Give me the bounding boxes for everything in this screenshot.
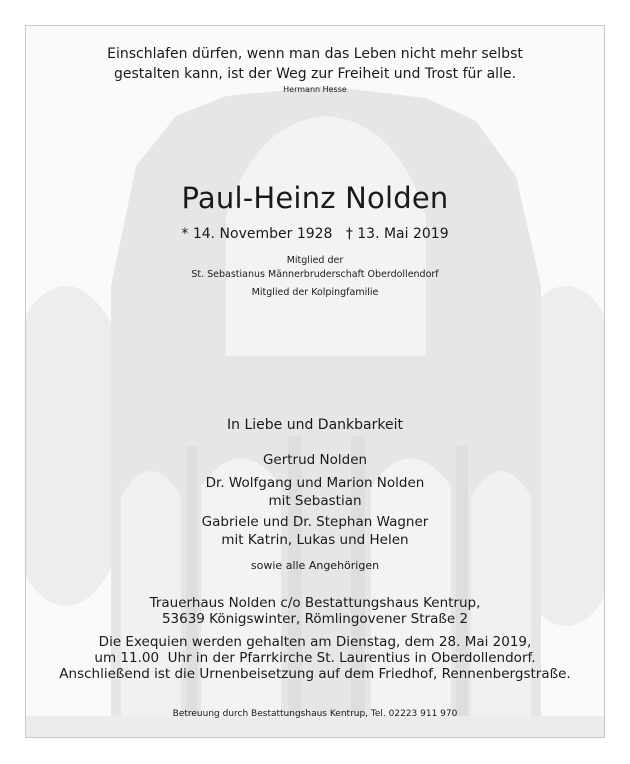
quote-author: Hermann Hesse [283,85,347,94]
membership-line-2: St. Sebastianus Männerbruderschaft Oberdollendorf [191,269,439,280]
membership-line-1: Mitglied der [286,255,344,266]
church-ruin-background-image [26,26,604,737]
mourner-line-4: Gabriele und Dr. Stephan Wagner [201,514,429,530]
membership-line-3: Mitglied der Kolpingfamilie [251,287,379,298]
mourner-line-5: mit Katrin, Lukas und Helen [221,532,409,548]
service-line-3: Anschließend ist die Urnenbeisetzung auf dem Friedhof, Rennenbergstraße. [59,666,571,682]
obituary-card [25,25,605,738]
birth-death-dates: * 14. November 1928 † 13. Mai 2019 [181,226,449,242]
mourner-line-2: Dr. Wolfgang und Marion Nolden [205,475,425,491]
quote-line-2: gestalten kann, ist der Weg zur Freiheit und Trost für alle. [113,66,517,82]
deceased-name: Paul-Heinz Nolden [181,181,449,215]
mourner-group-2 [26,474,604,510]
mourner-line-1: Gertrud Nolden [262,452,368,468]
service-details [26,634,604,682]
mourner-line-6: sowie alle Angehörigen [250,559,380,572]
address-line-1: Trauerhaus Nolden c/o Bestattungshaus Kentrup, [149,595,481,611]
hesse-quote [26,44,604,84]
mourner-line-3: mit Sebastian [268,493,362,509]
quote-line-1: Einschlafen dürfen, wenn man das Leben nicht mehr selbst [107,46,523,62]
address-line-2: 53639 Königswinter, Römlingovener Straße 2 [161,611,469,627]
service-line-1: Die Exequien werden gehalten am Dienstag, dem 28. Mai 2019, [98,634,532,650]
service-line-2: um 11.00 Uhr in der Pfarrkirche St. Laurentius in Oberdollendorf. [94,650,536,666]
mourners-heading: In Liebe und Dankbarkeit [227,417,403,433]
mourner-group-3 [26,513,604,549]
funeral-home-footer: Betreuung durch Bestattungshaus Kentrup, Tel. 02223 911 970 [172,709,458,719]
mourning-house-address [26,595,604,627]
